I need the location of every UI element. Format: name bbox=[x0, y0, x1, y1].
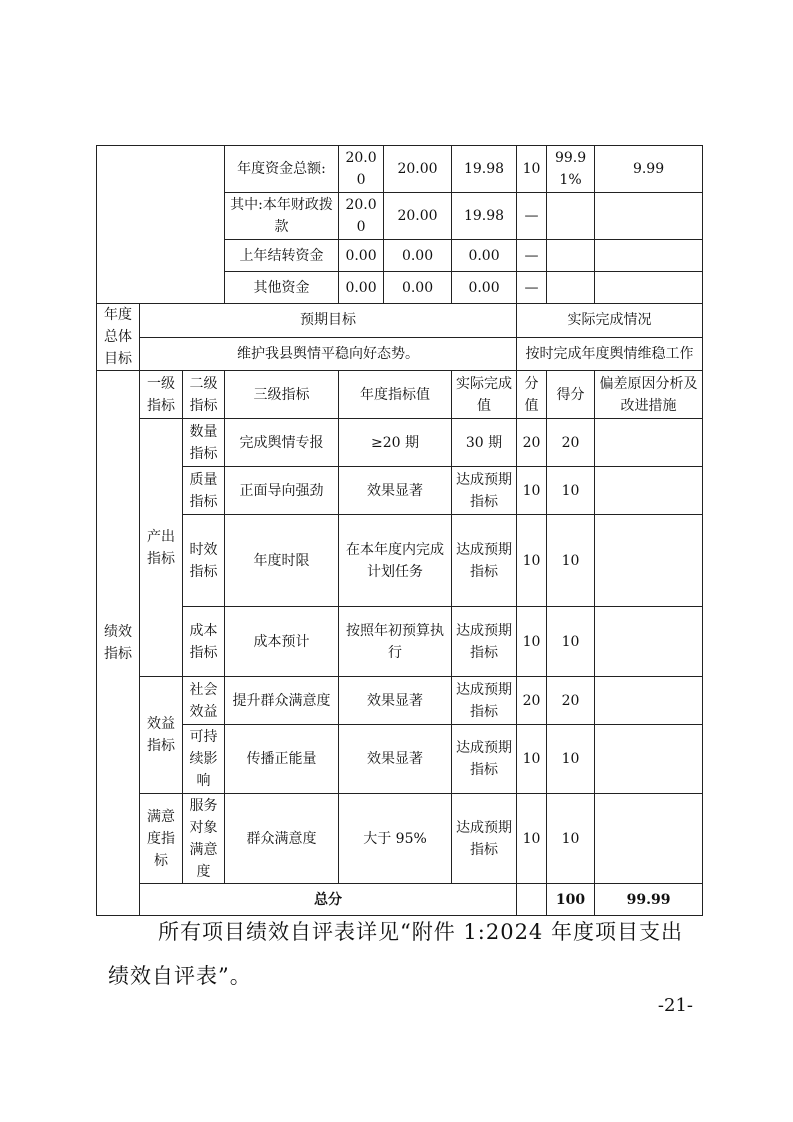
score-weight: — bbox=[517, 272, 547, 304]
appendix-note: 所有项目绩效自评表详见“附件 1:2024 年度项目支出绩效自评表”。 bbox=[108, 920, 683, 988]
target-cell: 效果显著 bbox=[339, 677, 452, 725]
deviation-cell bbox=[595, 467, 703, 515]
executed-amount: 19.98 bbox=[452, 193, 517, 240]
target-cell: 大于 95% bbox=[339, 794, 452, 884]
level2-cell: 成本指标 bbox=[183, 607, 225, 677]
score-cell: 10 bbox=[547, 607, 595, 677]
actual-completion-header: 实际完成情况 bbox=[517, 304, 703, 338]
deviation-cell bbox=[595, 607, 703, 677]
actual-value-header: 实际完成值 bbox=[452, 371, 517, 419]
deviation-cell bbox=[595, 794, 703, 884]
deviation-cell bbox=[595, 515, 703, 607]
level3-cell: 正面导向强劲 bbox=[225, 467, 339, 515]
weight-cell: 20 bbox=[517, 677, 547, 725]
annual-goal-label: 年度总体目标 bbox=[97, 304, 140, 371]
weight-cell: 10 bbox=[517, 607, 547, 677]
output-indicators-label: 产出指标 bbox=[140, 419, 183, 677]
annual-budget: 0.00 bbox=[339, 272, 384, 304]
annual-budget: 20.00 bbox=[339, 146, 384, 193]
execution-rate bbox=[547, 272, 595, 304]
actual-completion-value: 按时完成年度舆情维稳工作 bbox=[517, 337, 703, 371]
score-cell: 10 bbox=[547, 467, 595, 515]
actual-cell: 达成预期指标 bbox=[452, 515, 517, 607]
funding-score bbox=[595, 240, 703, 272]
total-label: 总分 bbox=[140, 884, 517, 916]
indicator-row bbox=[97, 419, 703, 467]
funding-blank-cell bbox=[97, 146, 225, 304]
executed-amount: 19.98 bbox=[452, 146, 517, 193]
actual-cell: 达成预期指标 bbox=[452, 794, 517, 884]
level3-cell: 成本预计 bbox=[225, 607, 339, 677]
weight-cell: 10 bbox=[517, 515, 547, 607]
page-number: -21- bbox=[657, 995, 693, 1016]
deviation-header: 偏差原因分析及改进措施 bbox=[595, 371, 703, 419]
target-header: 年度指标值 bbox=[339, 371, 452, 419]
funding-score bbox=[595, 193, 703, 240]
level2-cell: 社会效益 bbox=[183, 677, 225, 725]
full-year-budget: 20.00 bbox=[384, 193, 452, 240]
indicator-row bbox=[97, 515, 703, 607]
level3-cell: 年度时限 bbox=[225, 515, 339, 607]
score-weight: — bbox=[517, 240, 547, 272]
score-weight: — bbox=[517, 193, 547, 240]
indicator-header-row bbox=[97, 371, 703, 419]
indicator-row bbox=[97, 794, 703, 884]
level3-cell: 群众满意度 bbox=[225, 794, 339, 884]
indicator-row bbox=[97, 467, 703, 515]
deviation-cell bbox=[595, 677, 703, 725]
score-cell: 10 bbox=[547, 725, 595, 794]
target-cell: 在本年度内完成计划任务 bbox=[339, 515, 452, 607]
funding-label: 年度资金总额: bbox=[225, 146, 339, 193]
indicator-row bbox=[97, 725, 703, 794]
score-cell: 20 bbox=[547, 677, 595, 725]
actual-cell: 达成预期指标 bbox=[452, 725, 517, 794]
performance-indicators-label: 绩效指标 bbox=[97, 371, 140, 916]
deviation-cell bbox=[595, 725, 703, 794]
target-cell: 效果显著 bbox=[339, 467, 452, 515]
total-score: 99.99 bbox=[595, 884, 703, 916]
actual-cell: 达成预期指标 bbox=[452, 607, 517, 677]
execution-rate bbox=[547, 193, 595, 240]
level2-cell: 服务对象满意度 bbox=[183, 794, 225, 884]
performance-table bbox=[96, 145, 703, 916]
funding-label: 其他资金 bbox=[225, 272, 339, 304]
satisfaction-indicators-label: 满意度指标 bbox=[140, 794, 183, 884]
full-year-budget: 0.00 bbox=[384, 272, 452, 304]
execution-rate bbox=[547, 240, 595, 272]
goal-value-row bbox=[97, 337, 703, 371]
level2-cell: 数量指标 bbox=[183, 419, 225, 467]
level3-header: 三级指标 bbox=[225, 371, 339, 419]
funding-label: 上年结转资金 bbox=[225, 240, 339, 272]
executed-amount: 0.00 bbox=[452, 240, 517, 272]
weight-cell: 20 bbox=[517, 419, 547, 467]
target-cell: ≥20 期 bbox=[339, 419, 452, 467]
full-year-budget: 0.00 bbox=[384, 240, 452, 272]
indicator-row bbox=[97, 677, 703, 725]
execution-rate: 99.91% bbox=[547, 146, 595, 193]
actual-cell: 达成预期指标 bbox=[452, 677, 517, 725]
weight-cell: 10 bbox=[517, 794, 547, 884]
level3-cell: 提升群众满意度 bbox=[225, 677, 339, 725]
score-cell: 20 bbox=[547, 419, 595, 467]
executed-amount: 0.00 bbox=[452, 272, 517, 304]
level2-header: 二级指标 bbox=[183, 371, 225, 419]
expected-goal-header: 预期目标 bbox=[140, 304, 517, 338]
level2-cell: 质量指标 bbox=[183, 467, 225, 515]
level1-header: 一级指标 bbox=[140, 371, 183, 419]
benefit-indicators-label: 效益指标 bbox=[140, 677, 183, 794]
score-cell: 10 bbox=[547, 794, 595, 884]
weight-header: 分值 bbox=[517, 371, 547, 419]
score-weight: 10 bbox=[517, 146, 547, 193]
annual-budget: 20.00 bbox=[339, 193, 384, 240]
actual-cell: 达成预期指标 bbox=[452, 467, 517, 515]
level3-cell: 完成舆情专报 bbox=[225, 419, 339, 467]
expected-goal-value: 维护我县舆情平稳向好态势。 bbox=[140, 337, 517, 371]
weight-cell: 10 bbox=[517, 725, 547, 794]
indicator-row bbox=[97, 607, 703, 677]
annual-budget: 0.00 bbox=[339, 240, 384, 272]
actual-cell: 30 期 bbox=[452, 419, 517, 467]
funding-score bbox=[595, 272, 703, 304]
level2-cell: 时效指标 bbox=[183, 515, 225, 607]
funding-score: 9.99 bbox=[595, 146, 703, 193]
weight-cell: 10 bbox=[517, 467, 547, 515]
funding-label: 其中:本年财政拨款 bbox=[225, 193, 339, 240]
funding-row bbox=[97, 146, 703, 193]
level2-cell: 可持续影响 bbox=[183, 725, 225, 794]
total-weight: 100 bbox=[547, 884, 595, 916]
score-cell: 10 bbox=[547, 515, 595, 607]
goal-header-row bbox=[97, 304, 703, 338]
target-cell: 按照年初预算执行 bbox=[339, 607, 452, 677]
level3-cell: 传播正能量 bbox=[225, 725, 339, 794]
full-year-budget: 20.00 bbox=[384, 146, 452, 193]
deviation-cell bbox=[595, 419, 703, 467]
score-header: 得分 bbox=[547, 371, 595, 419]
target-cell: 效果显著 bbox=[339, 725, 452, 794]
